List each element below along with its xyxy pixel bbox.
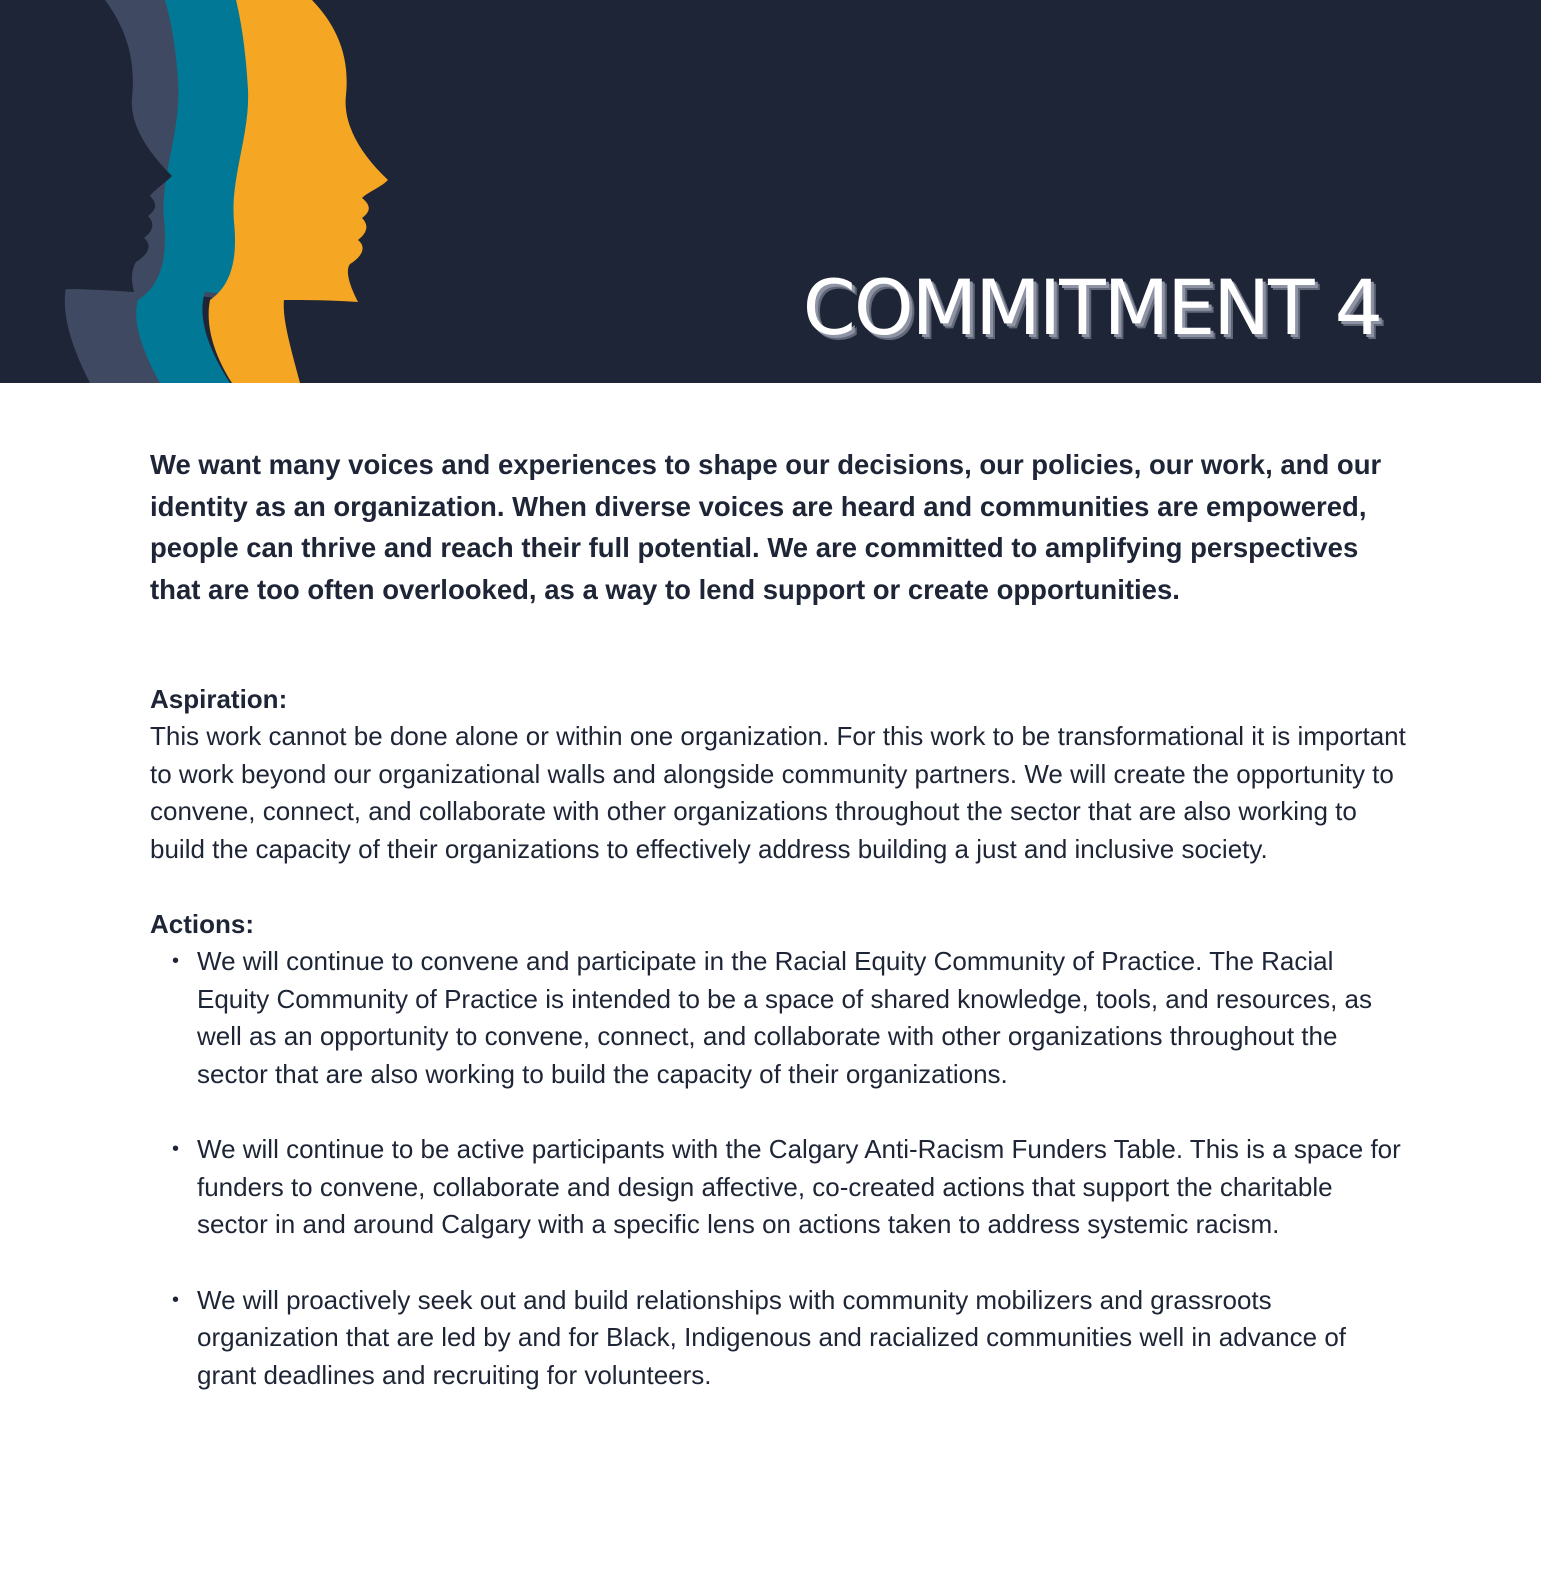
- aspiration-text: This work cannot be done alone or within one organization. For this work to be transformational it is important to work beyond our organizational walls and alongside community partners. We will create the opportunity to convene, connect, and collaborate with other organizations throughout the sector that are also working to build the capacity of their organizations to effectively address building a just and inclusive society.: [150, 721, 1406, 864]
- bullet-icon: •: [172, 1138, 180, 1160]
- aspiration-section: [150, 680, 1410, 868]
- list-item: [150, 943, 1410, 1093]
- faces-profile-illustration: [0, 0, 420, 383]
- aspiration-heading: Aspiration:: [150, 684, 288, 714]
- main-content: [150, 444, 1410, 1432]
- bullet-icon: •: [172, 950, 180, 972]
- list-item: [150, 1131, 1410, 1244]
- actions-heading: Actions:: [150, 909, 254, 939]
- actions-list: [150, 943, 1410, 1394]
- action-item-text: We will continue to convene and participate in the Racial Equity Community of Practice. The Racial Equity Community of Practice is intended to be a space of shared knowledge, tools, and resources, as well as an opportunity to convene, connect, and collaborate with other organizations throughout the sector that are also working to build the capacity of their organizations.: [197, 946, 1372, 1089]
- action-item-text: We will proactively seek out and build relationships with community mobilizers and grassroots organization that are led by and for Black, Indigenous and racialized communities well in advance of grant deadlines and recruiting for volunteers.: [197, 1284, 1347, 1390]
- action-item-text: We will continue to be active participants with the Calgary Anti-Racism Funders Table. This is a space for funders to convene, collaborate and design affective, co-created actions that support the charitable sector in and around Calgary with a specific lens on actions taken to address systemic racism.: [197, 1134, 1401, 1239]
- bullet-icon: •: [172, 1288, 180, 1311]
- list-item: [150, 1282, 1410, 1395]
- intro-statement: We want many voices and experiences to shape our decisions, our policies, our work, and our identity as an organization. When diverse voices are heard and communities are empowered, people can thrive and reach their full potential. We are committed to amplifying perspectives that are too often overlooked, as a way to lend support or create opportunities.: [150, 449, 1382, 605]
- actions-section: [150, 905, 1410, 1394]
- header-banner: [0, 0, 1541, 383]
- commitment-title: COMMITMENT 4: [802, 263, 1381, 352]
